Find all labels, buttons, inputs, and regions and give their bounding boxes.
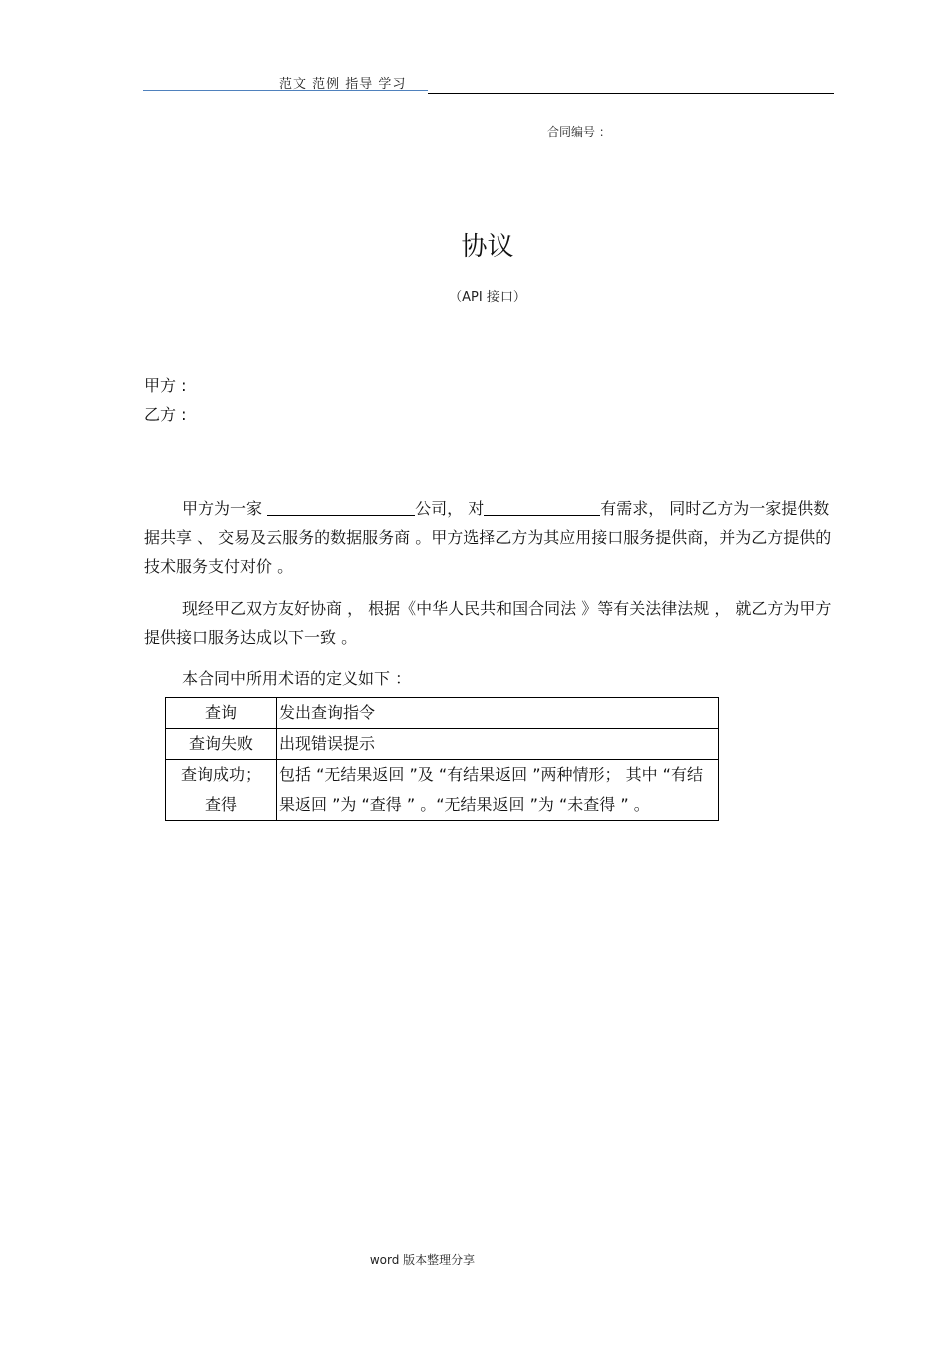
terms-table (165, 697, 719, 821)
definition-cell: 出现错误提示 (277, 729, 719, 760)
paragraph-definitions-intro (144, 664, 834, 693)
party-a-label: 甲方 : (144, 376, 187, 395)
term-cell (166, 760, 277, 821)
table-row (166, 760, 719, 821)
paragraph-intro-seg2: 公司， 对 (415, 499, 485, 518)
table-row (166, 698, 719, 729)
paragraph-intro-seg1: 甲方为一家 (182, 499, 263, 518)
term-cell: 查询失败 (166, 729, 277, 760)
document-subtitle: （API 接口） (449, 290, 526, 305)
requirement-blank (484, 497, 600, 516)
paragraph-agreement-text: 现经甲乙双方友好协商 ， 根据《中华人民共和国合同法 》等有关法律法规 ， 就乙方为甲方提供接口服务达成以下一致 。 (144, 599, 832, 647)
table-row (166, 729, 719, 760)
company-blank (267, 497, 415, 516)
term-line-2: 查得 (204, 795, 237, 814)
page-footer: word 版本整理分享 (369, 1253, 476, 1267)
page-header-text: 范文 范例 指导 学习 (279, 77, 407, 92)
definition-cell: 发出查询指令 (277, 698, 719, 729)
definition-cell: 包括 “无结果返回 ”及 “有结果返回 ”两种情形； 其中 “有结果返回 ”为 “查得 ” 。“无结果返回 ”为 “未查得 ” 。 (277, 760, 719, 821)
term-cell: 查询 (166, 698, 277, 729)
paragraph-agreement (144, 594, 834, 652)
contract-number-label: 合同编号 ： (547, 125, 611, 139)
paragraph-intro-seg3: 有需求， 同时乙方为一家提供数据共享 、 交易及云服务的数据服务商 。甲方选择乙方为其应用接口服务提供商，并为乙方提供的技术服务支付对价 。 (144, 499, 832, 576)
party-b-label: 乙方 : (144, 405, 187, 424)
header-rule-blue (143, 90, 428, 91)
header-rule (428, 93, 834, 94)
paragraph-intro (144, 494, 834, 581)
paragraph-definitions-text: 本合同中所用术语的定义如下 ： (182, 669, 412, 688)
document-title: 协议 (461, 232, 514, 262)
term-line-1: 查询成功； (180, 765, 261, 784)
